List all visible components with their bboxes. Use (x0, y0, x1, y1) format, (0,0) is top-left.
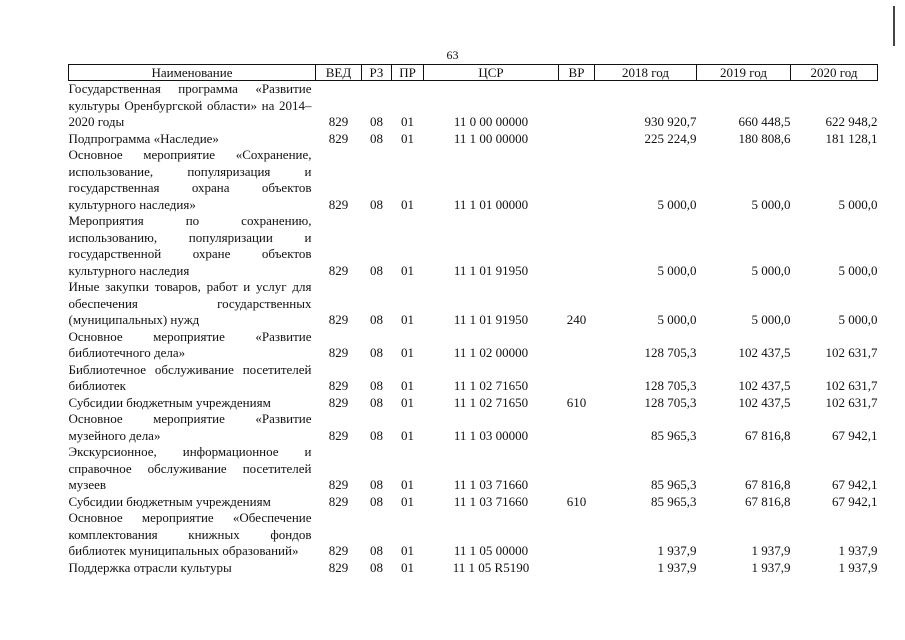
row-2019: 67 816,8 (745, 493, 791, 509)
row-2018: 85 965,3 (651, 493, 697, 509)
row-vr: 610 (566, 394, 587, 410)
row-2019: 102 437,5 (738, 378, 791, 393)
table-body (69, 81, 878, 577)
page-number: 63 (446, 48, 459, 62)
row-vr (559, 81, 595, 131)
row-rz: 08 (370, 262, 383, 278)
row-2019: 102 437,5 (738, 345, 791, 360)
row-2020: 5 000,0 (838, 196, 878, 212)
row-2018: 5 000,0 (657, 312, 697, 327)
row-vr (559, 510, 595, 560)
row-2018: 930 920,7 (644, 114, 697, 129)
row-pr: 01 (401, 477, 414, 492)
row-2020: 102 631,7 (825, 345, 878, 360)
row-pr: 01 (401, 114, 414, 129)
row-csr: 11 1 03 71660 (453, 493, 529, 509)
table-row (69, 510, 878, 560)
row-2019: 67 816,8 (745, 477, 791, 492)
row-2020: 67 942,1 (832, 427, 878, 443)
table-row (69, 81, 878, 131)
row-csr: 11 1 00 00000 (453, 130, 529, 146)
budget-table (68, 64, 878, 576)
row-csr: 11 1 02 71650 (453, 378, 529, 393)
row-name: Подпрограмма «Наследие» (68, 130, 219, 146)
row-2019: 1 937,9 (751, 559, 791, 575)
table-row (69, 213, 878, 279)
row-vr (559, 147, 595, 213)
row-ved: 829 (328, 312, 349, 327)
row-pr: 01 (401, 394, 414, 410)
row-2020: 102 631,7 (825, 394, 878, 410)
row-2020: 67 942,1 (832, 493, 878, 509)
header-rz: РЗ (362, 65, 392, 81)
row-name: Мероприятия по сохранению, использованию, популяризации и государственной охране объектов культурного наследия (68, 213, 312, 278)
row-2020: 67 942,1 (832, 477, 878, 492)
row-pr: 01 (401, 427, 414, 443)
row-2020: 5 000,0 (838, 312, 878, 327)
row-2020: 1 937,9 (838, 543, 878, 558)
row-rz: 08 (370, 345, 383, 360)
row-name: Основное мероприятие «Обеспечение комплектования книжных фондов библиотек муниципальных образований» (68, 510, 312, 558)
row-pr: 01 (401, 262, 414, 278)
row-name: Иные закупки товаров, работ и услуг для обеспечения государственных (муниципальных) нужд (68, 279, 312, 327)
row-ved: 829 (328, 559, 349, 575)
row-vr (559, 560, 595, 577)
row-rz: 08 (370, 394, 383, 410)
row-2019: 5 000,0 (751, 262, 791, 278)
table-row (69, 395, 878, 412)
row-vr (559, 329, 595, 362)
row-vr: 610 (566, 493, 587, 509)
row-vr (559, 444, 595, 494)
header-pr: ПР (392, 65, 424, 81)
table-row (69, 362, 878, 395)
table-row (69, 444, 878, 494)
row-rz: 08 (370, 477, 383, 492)
table-row (69, 329, 878, 362)
row-ved: 829 (328, 196, 349, 212)
header-csr: ЦСР (424, 65, 559, 81)
row-pr: 01 (401, 130, 414, 146)
row-2019: 67 816,8 (745, 427, 791, 443)
page-edge-mark (893, 6, 895, 46)
row-csr: 11 1 01 91950 (453, 312, 529, 327)
row-2020: 1 937,9 (838, 559, 878, 575)
row-vr (559, 131, 595, 148)
row-vr: 240 (566, 312, 587, 327)
row-rz: 08 (370, 559, 383, 575)
row-name: Основное мероприятие «Развитие музейного дела» (68, 411, 312, 443)
row-pr: 01 (401, 559, 414, 575)
row-ved: 829 (328, 493, 349, 509)
row-name: Основное мероприятие «Сохранение, использование, популяризация и государственная охрана объектов культурного наследия» (68, 147, 312, 212)
header-ved: ВЕД (316, 65, 362, 81)
row-2020: 622 948,2 (825, 114, 878, 129)
row-ved: 829 (328, 394, 349, 410)
row-2018: 128 705,3 (644, 345, 697, 360)
table-row (69, 131, 878, 148)
row-pr: 01 (401, 543, 414, 558)
row-ved: 829 (328, 345, 349, 360)
table-row (69, 279, 878, 329)
row-pr: 01 (401, 312, 414, 327)
row-csr: 11 0 00 00000 (453, 114, 529, 129)
row-name: Субсидии бюджетным учреждениям (68, 493, 271, 509)
table-row (69, 411, 878, 444)
row-csr: 11 1 01 00000 (453, 196, 529, 212)
row-2019: 180 808,6 (738, 130, 791, 146)
row-ved: 829 (328, 543, 349, 558)
row-pr: 01 (401, 378, 414, 393)
row-ved: 829 (328, 477, 349, 492)
header-2020: 2020 год (791, 65, 878, 81)
row-2020: 181 128,1 (825, 130, 878, 146)
row-2018: 1 937,9 (657, 559, 697, 575)
row-ved: 829 (328, 114, 349, 129)
row-name: Экскурсионное, информационное и справочное обслуживание посетителей музеев (68, 444, 312, 492)
row-2019: 5 000,0 (751, 312, 791, 327)
table-row (69, 147, 878, 213)
header-name: Наименование (69, 65, 316, 81)
row-pr: 01 (401, 345, 414, 360)
row-csr: 11 1 02 00000 (453, 345, 529, 360)
row-pr: 01 (401, 493, 414, 509)
row-csr: 11 1 01 91950 (453, 262, 529, 278)
row-ved: 829 (328, 130, 349, 146)
row-vr (559, 362, 595, 395)
row-2018: 128 705,3 (644, 394, 697, 410)
row-2018: 128 705,3 (644, 378, 697, 393)
row-rz: 08 (370, 378, 383, 393)
header-vr: ВР (559, 65, 595, 81)
row-2020: 102 631,7 (825, 378, 878, 393)
header-2019: 2019 год (697, 65, 791, 81)
row-rz: 08 (370, 312, 383, 327)
row-2018: 85 965,3 (651, 477, 697, 492)
row-ved: 829 (328, 427, 349, 443)
row-rz: 08 (370, 543, 383, 558)
row-rz: 08 (370, 493, 383, 509)
row-name: Субсидии бюджетным учреждениям (68, 394, 271, 410)
row-2018: 1 937,9 (657, 543, 697, 558)
row-name: Основное мероприятие «Развитие библиотечного дела» (68, 328, 312, 360)
row-2018: 5 000,0 (657, 262, 697, 278)
row-2018: 225 224,9 (644, 130, 697, 146)
row-csr: 11 1 02 71650 (453, 394, 529, 410)
table-header-row (69, 65, 878, 81)
row-rz: 08 (370, 196, 383, 212)
row-2019: 660 448,5 (738, 114, 791, 129)
row-pr: 01 (401, 196, 414, 212)
row-rz: 08 (370, 114, 383, 129)
row-csr: 11 1 05 00000 (453, 543, 529, 558)
row-2018: 85 965,3 (651, 427, 697, 443)
row-2020: 5 000,0 (838, 262, 878, 278)
header-2018: 2018 год (595, 65, 697, 81)
row-2019: 5 000,0 (751, 196, 791, 212)
row-ved: 829 (328, 262, 349, 278)
row-csr: 11 1 03 00000 (453, 427, 529, 443)
row-name: Поддержка отрасли культуры (68, 559, 232, 575)
row-csr: 11 1 03 71660 (453, 477, 529, 492)
row-csr: 11 1 05 R5190 (452, 559, 530, 575)
row-2019: 1 937,9 (751, 543, 791, 558)
row-vr (559, 411, 595, 444)
table-row (69, 494, 878, 511)
row-vr (559, 213, 595, 279)
row-ved: 829 (328, 378, 349, 393)
row-rz: 08 (370, 427, 383, 443)
row-2019: 102 437,5 (738, 394, 791, 410)
table-row (69, 560, 878, 577)
row-rz: 08 (370, 130, 383, 146)
row-name: Государственная программа «Развитие культуры Оренбургской области» на 2014–2020 годы (68, 81, 312, 129)
row-name: Библиотечное обслуживание посетителей библиотек (68, 361, 312, 393)
row-2018: 5 000,0 (657, 196, 697, 212)
